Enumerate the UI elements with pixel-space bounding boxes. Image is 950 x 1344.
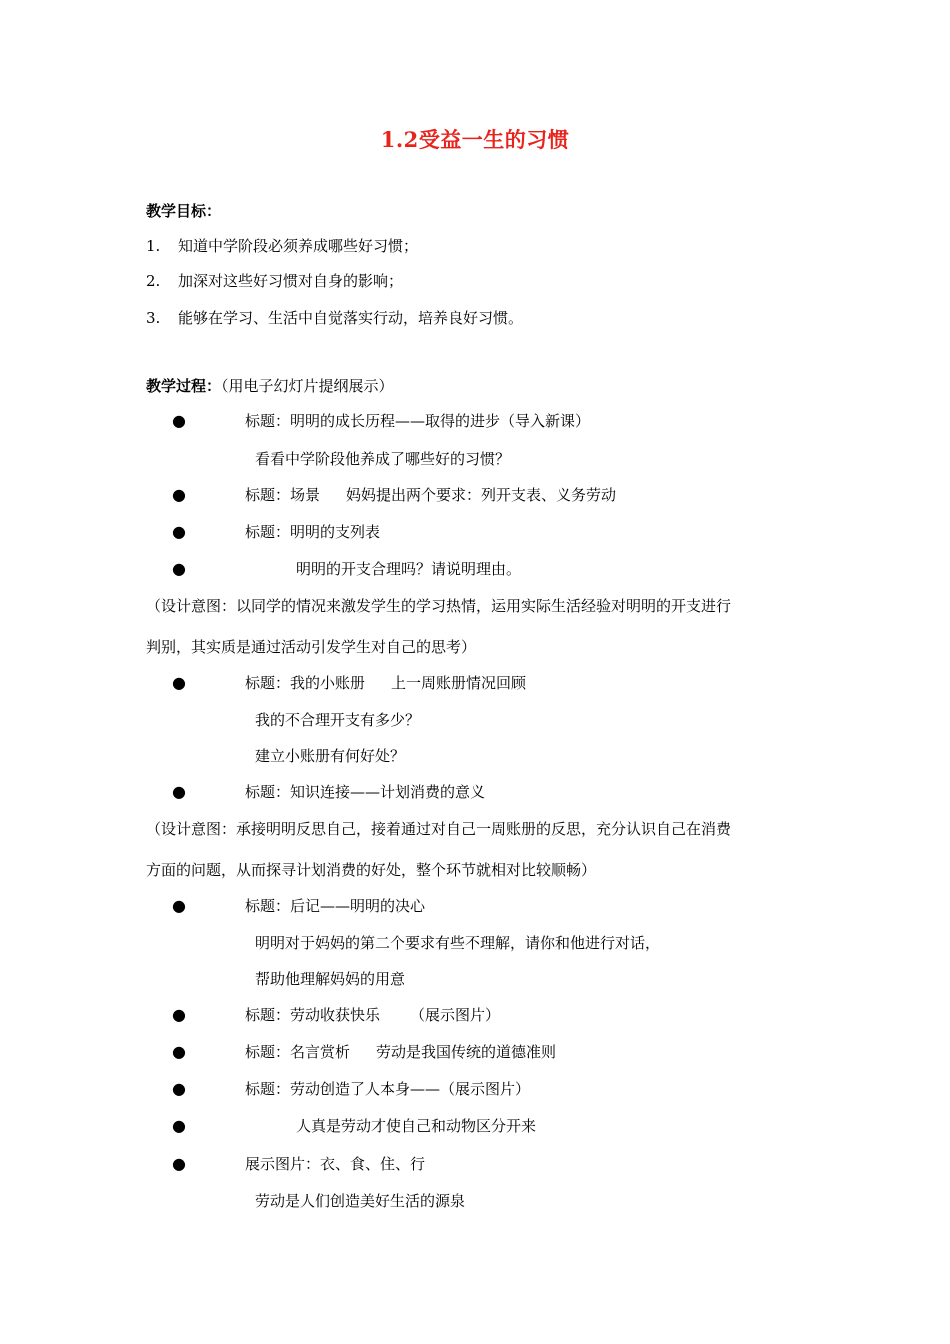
bullet-subtext-12: 劳动是人们创造美好生活的源泉 [255, 1192, 466, 1210]
objective-number-3: 3. [146, 309, 161, 327]
bullet-text-7: 标题：后记——明明的决心 [245, 897, 426, 915]
bullet-text-5 [245, 673, 526, 693]
bullet-icon: ● [172, 673, 186, 692]
bullet-text-9b: 劳动是我国传统的道德准则 [376, 1043, 557, 1061]
objective-text-2: 加深对这些好习惯对自身的影响； [178, 272, 404, 290]
design-intent-2-line-1: （设计意图：承接明明反思自己，接着通过对自己一周账册的反思，充分认识自己在消费 [146, 820, 732, 838]
bullet-subtext-7-1: 明明对于妈妈的第二个要求有些不理解，请你和他进行对话， [255, 934, 661, 952]
bullet-text-4: 明明的开支合理吗？请说明理由。 [296, 560, 522, 578]
bullet-icon: ● [172, 1154, 186, 1173]
bullet-text-10: 标题：劳动创造了人本身——（展示图片） [245, 1080, 531, 1098]
bullet-text-2 [245, 485, 616, 505]
bullet-text-3: 标题：明明的支列表 [245, 523, 381, 541]
bullet-icon: ● [172, 1079, 186, 1098]
bullet-text-12: 展示图片：衣、食、住、行 [245, 1155, 426, 1173]
process-heading-line [146, 376, 394, 396]
bullet-icon: ● [172, 485, 186, 504]
bullet-text-11: 人真是劳动才使自己和动物区分开来 [296, 1117, 537, 1135]
bullet-icon: ● [172, 411, 186, 430]
bullet-icon: ● [172, 782, 186, 801]
bullet-icon: ● [172, 1042, 186, 1061]
bullet-text-6: 标题：知识连接——计划消费的意义 [245, 783, 486, 801]
bullet-text-5a: 标题：我的小账册 [245, 674, 366, 692]
bullet-text-2a: 标题：场景 [245, 486, 321, 504]
bullet-icon: ● [172, 1005, 186, 1024]
design-intent-1-line-2: 判别，其实质是通过活动引发学生对自己的思考） [146, 638, 477, 656]
process-heading: 教学过程： [146, 377, 222, 395]
bullet-text-1: 标题：明明的成长历程——取得的进步（导入新课） [245, 412, 591, 430]
objective-text-1: 知道中学阶段必须养成哪些好习惯； [178, 237, 419, 255]
objective-number-1: 1. [146, 237, 161, 255]
process-note: （用电子幻灯片提纲展示） [221, 377, 394, 395]
design-intent-2-line-2: 方面的问题，从而探寻计划消费的好处，整个环节就相对比较顺畅） [146, 861, 597, 879]
bullet-icon: ● [172, 896, 186, 915]
bullet-text-5b: 上一周账册情况回顾 [391, 674, 527, 692]
bullet-icon: ● [172, 1116, 186, 1135]
bullet-subtext-5-1: 我的不合理开支有多少？ [255, 711, 421, 729]
bullet-text-9a: 标题：名言赏析 [245, 1043, 351, 1061]
bullet-text-8 [245, 1005, 500, 1025]
objective-number-2: 2. [146, 272, 161, 290]
bullet-text-8b: （展示图片） [410, 1006, 501, 1024]
page-title: 1.2受益一生的习惯 [380, 127, 570, 152]
objective-text-3: 能够在学习、生活中自觉落实行动，培养良好习惯。 [178, 309, 524, 327]
bullet-subtext-1: 看看中学阶段他养成了哪些好的习惯？ [255, 450, 511, 468]
bullet-subtext-7-2: 帮助他理解妈妈的用意 [255, 970, 406, 988]
bullet-icon: ● [172, 522, 186, 541]
bullet-icon: ● [172, 559, 186, 578]
design-intent-1-line-1: （设计意图：以同学的情况来激发学生的学习热情，运用实际生活经验对明明的开支进行 [146, 597, 732, 615]
bullet-text-2b: 妈妈提出两个要求：列开支表、义务劳动 [346, 486, 617, 504]
bullet-subtext-5-2: 建立小账册有何好处？ [255, 747, 406, 765]
objectives-heading: 教学目标： [146, 202, 222, 220]
bullet-text-8a: 标题：劳动收获快乐 [245, 1006, 381, 1024]
bullet-text-9 [245, 1042, 556, 1062]
